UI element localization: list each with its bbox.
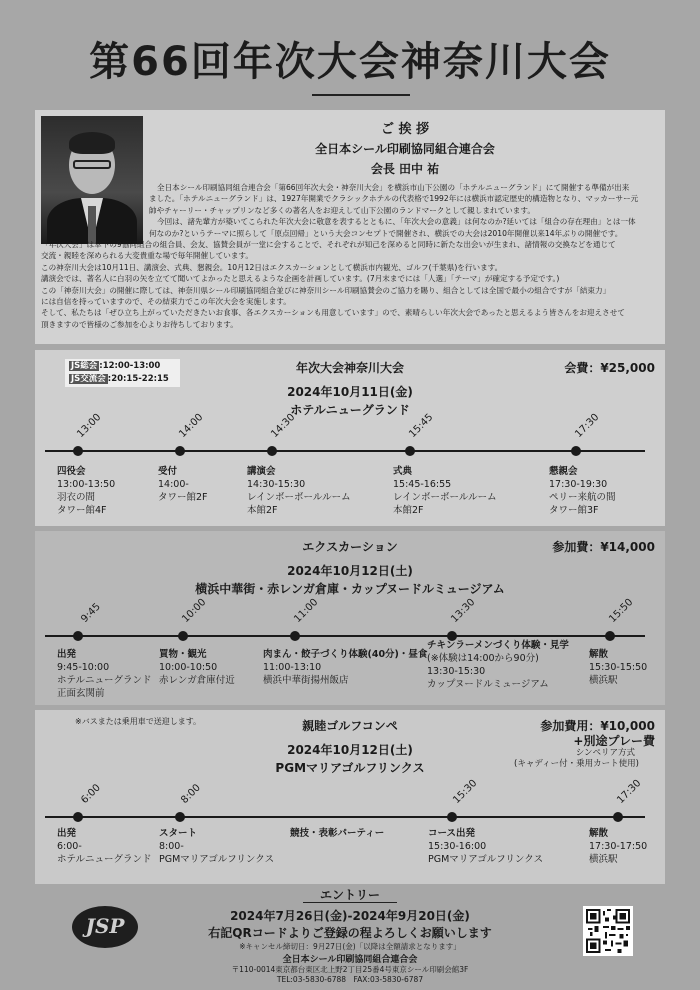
timeline-event [57, 465, 115, 517]
event-place: PGMマリアゴルフリンクス [428, 854, 544, 865]
greeting-line: 帥やチャーリー・チャップリンなど多くの著名人をお迎えして山下公園のランドマークとして親しまれています。 [149, 205, 535, 215]
event-name: 買物・観光 [159, 649, 207, 660]
day1-venue: ホテルニューグランド [290, 403, 410, 417]
event-place: レインボーボールルーム [393, 492, 497, 503]
event-name: 肉まん・餃子づくり体験(40分)・昼食 [263, 649, 428, 660]
event-name: 式典 [393, 466, 413, 477]
annual-meeting-section [35, 350, 665, 526]
golf-transport-note: ※バスまたは乗用車で送迎します。 [75, 717, 202, 726]
timeline-time: 6:00 [79, 782, 103, 806]
timeline-time: 14:00 [177, 411, 206, 440]
timeline-dot [73, 631, 83, 641]
timeline-time: 8:00 [179, 782, 203, 806]
event-name: 懇親会 [549, 466, 578, 477]
timeline-event [263, 648, 427, 687]
timeline-dot [267, 446, 277, 456]
logo-text: JSP [85, 914, 125, 938]
timeline-time: 11:00 [292, 596, 321, 625]
timeline-dot [290, 631, 300, 641]
timeline-dot [73, 812, 83, 822]
entry-phone: TEL:03-5830-6788 FAX:03-5830-6787 [276, 975, 424, 984]
entry-underline [303, 902, 397, 903]
timeline-time: 17:30 [573, 411, 602, 440]
timeline-time: 10:00 [180, 596, 209, 625]
js-koryu-time: :20:15-22:15 [107, 374, 169, 384]
timeline-dot [178, 631, 188, 641]
event-place: 赤レンガ倉庫付近 [159, 675, 235, 686]
event-time: 17:30-17:50 [589, 841, 648, 852]
timeline-dot [175, 812, 185, 822]
event-time: 15:30-16:00 [428, 841, 487, 852]
greeting-line: 何なのか?というテーマに照らして「原点回帰」という大会コンセプトで開催され、横浜での大会は2010年開催以来14年ぶりの開催です。 [149, 228, 623, 238]
greeting-line: そして、私たちは「ぜひ立ち上がっていただきたいお食事、各エクスカーションも用意しています」ので、素晴らしい年次大会であったと思えるよう皆さんをお迎えさせて [41, 308, 625, 318]
day1-fee: 会費：¥25,000 [564, 361, 655, 375]
event-name: 四役会 [57, 466, 86, 477]
day1-date: 2024年10月11日(金) [287, 385, 413, 399]
event-place: 羽衣の間 [57, 492, 96, 503]
day1-timeline [45, 450, 645, 452]
timeline-event [428, 827, 543, 866]
registration-qr-code[interactable] [583, 906, 633, 956]
greeting-heading: ご 挨 拶 [380, 122, 430, 137]
timeline-time: 13:00 [75, 411, 104, 440]
timeline-event [57, 648, 152, 700]
event-name: コース出発 [428, 828, 476, 839]
greeting-line: 交流・親睦を深められる大変貴重な場で毎年開催しています。 [41, 251, 254, 261]
greeting-line: 頂きますので皆様のご参加を心よりお待ちしております。 [41, 319, 238, 329]
golf-competition-label [290, 827, 384, 840]
timeline-dot [447, 812, 457, 822]
greeting-line: ました。「ホテルニューグランド」は、1927年開業でクラシックホテルの代表格で1992年には横浜市認定歴史的構造物となり、マッカーサー元 [149, 194, 639, 204]
event-name: 解散 [589, 828, 609, 839]
js-koryu-label: JS交流会 [71, 374, 106, 384]
event-time: 10:00-10:50 [159, 662, 218, 673]
event-name: スタート [159, 828, 198, 839]
event-place: 横浜駅 [589, 675, 618, 686]
timeline-event [247, 465, 351, 517]
js-sokai-label: JS総会 [71, 361, 98, 371]
excursion-section [35, 531, 665, 705]
timeline-dot [571, 446, 581, 456]
entry-title: エントリー [319, 888, 380, 902]
event-name: 出発 [57, 828, 77, 839]
event-time: 13:00-13:50 [57, 479, 116, 490]
event-time: 8:00- [159, 841, 184, 852]
greeting-line: 全日本シール印刷協同組合連合会「第66回年次大会・神奈川大会」を横浜市山下公園の「ホテルニューグランド」にて開催する準備が出来 [157, 183, 630, 192]
timeline-dot [405, 446, 415, 456]
timeline-event [159, 827, 274, 866]
greeting-line: この神奈川大会は10月11日、講演会、式典、懇親会。10月12日はエクスカーションとして横浜市内観光、ゴルフ(千葉県)を行います。 [41, 262, 503, 272]
event-name: チキンラーメンづくり体験・見学 [427, 640, 569, 651]
entry-cancel-note: ※キャンセル締切日：9月27日(金)「以降は全額請求となります」 [239, 942, 461, 951]
event-time: 14:30-15:30 [247, 479, 306, 490]
timeline-dot [613, 812, 623, 822]
greeting-body [41, 182, 661, 330]
page-title: 第66回年次大会神奈川大会 [89, 39, 611, 85]
timeline-time: 15:50 [607, 596, 636, 625]
event-time: 17:30-19:30 [549, 479, 608, 490]
event-floor: タワー館3F [549, 505, 599, 516]
day2-fee: 参加費：¥14,000 [552, 540, 655, 554]
greeting-line: 「年次大会」は傘下の9協同組合の組合員、会友、協賛会員が一堂に会することで、それぞれが知己を深めると同時に新たな出会いが生まれ、諸情報の交換などを通じて [41, 240, 616, 250]
timeline-event [393, 465, 497, 517]
event-place: ホテルニューグランド [57, 675, 152, 686]
event-name: 出発 [57, 649, 77, 660]
entry-org: 全日本シール印刷協同組合連合会 [282, 955, 418, 965]
event-floor: タワー館4F [57, 505, 107, 516]
entry-address: 〒110-0014東京都台東区北上野2丁目25番4号東京シール印刷会館3F [231, 965, 469, 974]
day2-venue: 横浜中華街・赤レンガ倉庫・カップヌードルミュージアム [195, 582, 505, 596]
event-note: (※体験は14:00から90分) [427, 653, 539, 664]
event-time: 14:00- [158, 479, 189, 490]
greeting-line: には自信を持っていますので、その結束力でこの年次大会を実施します。 [41, 297, 291, 307]
event-time: 11:00-13:10 [263, 662, 322, 673]
greeting-person: 会長 田中 祐 [370, 162, 440, 176]
event-place: タワー館2F [158, 492, 208, 503]
day2-date: 2024年10月12日(土) [287, 564, 413, 578]
timeline-event [57, 827, 152, 866]
timeline-event [427, 639, 569, 691]
event-detail: 正面玄関前 [57, 688, 105, 699]
entry-qr-instruction: 右記QRコードよりご登録の程よろしくお願いします [208, 926, 492, 940]
timeline-event [589, 648, 647, 687]
js-sokai-time: :12:00-13:00 [99, 361, 161, 371]
event-floor: 本館2F [247, 505, 278, 516]
entry-period: 2024年7月26日(金)-2024年9月20日(金) [230, 909, 470, 923]
event-place: カップヌードルミュージアム [427, 679, 549, 690]
event-name: 競技・表彰パーティー [290, 828, 385, 839]
event-place: ホテルニューグランド [57, 854, 152, 865]
timeline-event [589, 827, 647, 866]
golf-section [35, 710, 665, 884]
timeline-event [159, 648, 235, 687]
greeting-line: 今回は、諸先輩方が築いてこられた年次大会に敬意を表するとともに、「年次大会の意義」は何なのか?延いては「組合の存在理由」とは一体 [157, 217, 636, 227]
event-time: 15:45-16:55 [393, 479, 452, 490]
event-name: 解散 [589, 649, 609, 660]
greeting-org: 全日本シール印刷協同組合連合会 [315, 142, 495, 156]
timeline-time: 14:30 [269, 411, 298, 440]
greeting-line: 講演会では、著名人に白羽の矢を立てて聞いてよかったと思えるような企画を計画しています。(7月末までには「人選」「テーマ」が確定する予定です。) [41, 274, 560, 284]
event-time: 13:30-15:30 [427, 666, 486, 677]
timeline-event [158, 465, 208, 504]
event-place: 横浜中華街揚州飯店 [263, 675, 349, 686]
timeline-time: 13:30 [449, 596, 478, 625]
event-floor: 本館2F [393, 505, 424, 516]
timeline-event [549, 465, 616, 517]
golf-fee-extra: +別途プレー費 [573, 734, 655, 748]
event-place: ペリー来航の間 [549, 492, 616, 503]
greeting-line: この「神奈川大会」の開催に際しては、神奈川県シール印刷協同組合並びに神奈川シール印刷協賛会のご協力を賜り、組合としては全国で最小の組合ですが「結束力」 [41, 285, 611, 295]
day1-title: 年次大会神奈川大会 [295, 361, 404, 375]
timeline-time: 9:45 [79, 601, 103, 625]
timeline-time: 17:30 [615, 777, 644, 806]
entry-section [35, 886, 665, 986]
golf-venue: PGMマリアゴルフリンクス [275, 761, 425, 775]
event-place: PGMマリアゴルフリンクス [159, 854, 275, 865]
golf-format: シンペリア方式 [575, 748, 635, 758]
event-name: 受付 [158, 466, 178, 477]
day2-timeline [45, 635, 645, 637]
golf-title: 親睦ゴルフコンペ [302, 719, 398, 733]
timeline-dot [605, 631, 615, 641]
golf-fee: 参加費用：¥10,000 [540, 719, 655, 733]
event-place: レインボーボールルーム [247, 492, 351, 503]
day2-title: エクスカーション [302, 540, 398, 554]
golf-timeline [45, 816, 645, 818]
golf-date: 2024年10月12日(土) [287, 743, 413, 757]
event-time: 6:00- [57, 841, 82, 852]
greeting-section [35, 110, 665, 344]
timeline-time: 15:30 [451, 777, 480, 806]
timeline-time: 15:45 [407, 411, 436, 440]
event-time: 9:45-10:00 [57, 662, 110, 673]
timeline-dot [73, 446, 83, 456]
title-underline [312, 94, 410, 96]
event-time: 15:30-15:50 [589, 662, 648, 673]
timeline-dot [175, 446, 185, 456]
golf-caddie-note: (キャディー付・乗用カート使用) [514, 759, 639, 769]
event-place: 横浜駅 [589, 854, 618, 865]
event-name: 講演会 [247, 466, 276, 477]
